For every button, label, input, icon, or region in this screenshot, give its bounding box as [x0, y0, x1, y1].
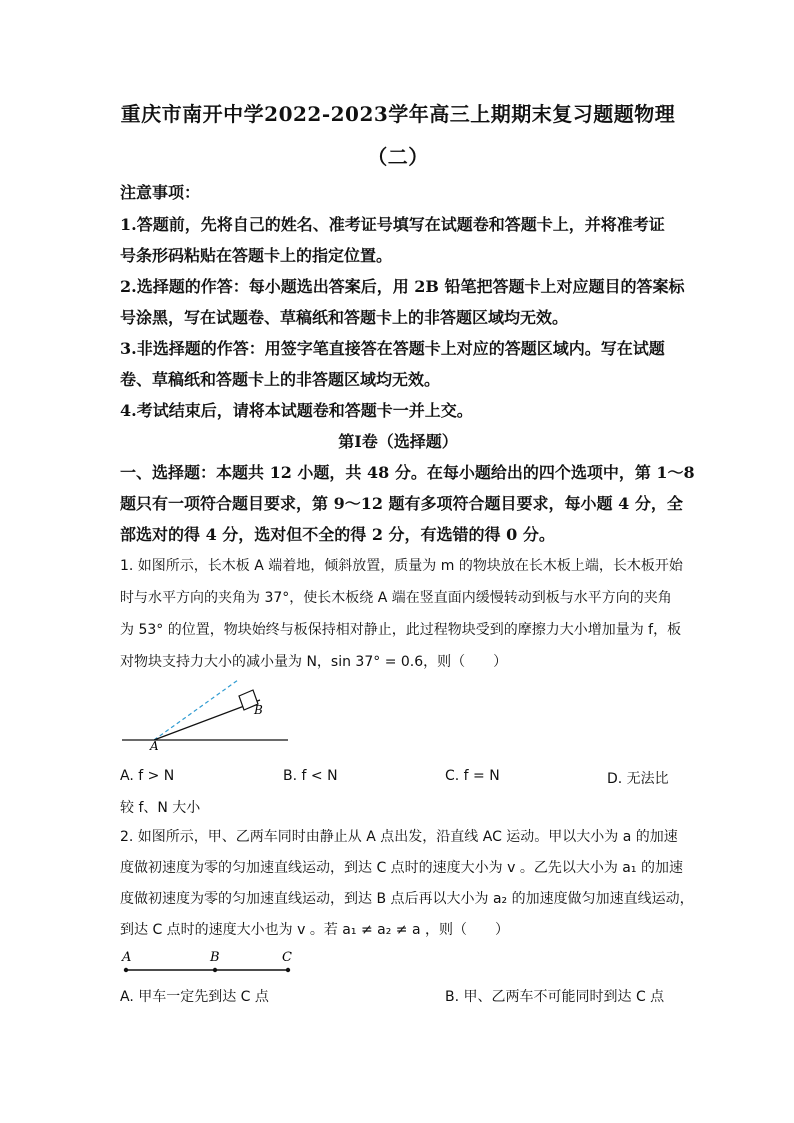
rotated-board-dashed-line: [154, 680, 238, 740]
q2-text-line: 度做初速度为零的匀加速直线运动，到达 C 点时的速度大小为 v 。乙先以大小为 a₁ 的加速: [120, 860, 683, 876]
point-c-dot: [286, 968, 290, 972]
notice-line: 2.选择题的作答：每小题选出答案后，用 2B 铅笔把答题卡上对应题目的答案标: [120, 277, 685, 296]
q2-text-line: 度做初速度为零的匀加速直线运动，到达 B 点后再以大小为 a₂ 的加速度做匀加速直线运动，: [120, 891, 694, 907]
q2-line-figure: [118, 946, 298, 976]
document-subtitle: （二）: [367, 145, 429, 169]
q2-label-c: C: [282, 950, 292, 965]
notice-line: 号条形码粘贴在答题卡上的指定位置。: [120, 246, 393, 265]
q2-option-a[interactable]: A. 甲车一定先到达 C 点: [120, 989, 269, 1005]
section-intro-line: 题只有一项符合题目要求，第 9～12 题有多项符合题目要求，每小题 4 分，全: [120, 494, 683, 513]
notice-line: 1.答题前，先将自己的姓名、准考证号填写在试题卷和答题卡上，并将准考证: [120, 215, 665, 234]
notice-line: 号涂黑，写在试题卷、草稿纸和答题卡上的非答题区域均无效。: [120, 308, 569, 327]
q1-label-b: B: [254, 703, 263, 717]
q1-text-line: 为 53° 的位置，物块始终与板保持相对静止，此过程物块受到的摩擦力大小增加量为 f，板: [120, 622, 682, 638]
q1-label-a: A: [150, 739, 159, 752]
q1-option-d[interactable]: D. 无法比: [607, 771, 669, 787]
q1-text-line: 1. 如图所示，长木板 A 端着地，倾斜放置，质量为 m 的物块放在长木板上端，长木板开始: [120, 558, 683, 574]
point-b-dot: [213, 968, 217, 972]
document-title: 重庆市南开中学2022-2023学年高三上期期末复习题题物理: [120, 102, 676, 126]
q1-option-b[interactable]: B. f < N: [283, 768, 338, 784]
q1-option-a[interactable]: A. f > N: [120, 768, 175, 784]
q2-option-b[interactable]: B. 甲、乙两车不可能同时到达 C 点: [445, 989, 665, 1005]
section-title: 第Ⅰ卷（选择题）: [338, 432, 458, 451]
q1-text-line: 对物块支持力大小的减小量为 N，sin 37° = 0.6，则（ ）: [120, 654, 508, 670]
notice-line: 4.考试结束后，请将本试题卷和答题卡一并上交。: [120, 401, 473, 420]
q1-text-line: 时与水平方向的夹角为 37°，使长木板绕 A 端在竖直面内缓慢转动到板与水平方向的夹角: [120, 590, 672, 606]
q1-option-c[interactable]: C. f = N: [445, 768, 500, 784]
notice-heading: 注意事项：: [120, 183, 201, 202]
q1-option-d-continued: 较 f、N 大小: [120, 800, 201, 816]
q2-label-b: B: [210, 950, 220, 965]
point-a-dot: [124, 968, 128, 972]
q1-incline-figure: [118, 676, 294, 752]
q2-label-a: A: [122, 950, 132, 965]
q2-text-line: 到达 C 点时的速度大小也为 v 。若 a₁ ≠ a₂ ≠ a ，则（ ）: [120, 922, 509, 938]
notice-line: 3.非选择题的作答：用签字笔直接答在答题卡上对应的答题区域内。写在试题: [120, 339, 665, 358]
section-intro-line: 一、选择题：本题共 12 小题，共 48 分。在每小题给出的四个选项中，第 1～8: [120, 463, 695, 482]
notice-line: 卷、草稿纸和答题卡上的非答题区域均无效。: [120, 370, 441, 389]
q2-text-line: 2. 如图所示，甲、乙两车同时由静止从 A 点出发，沿直线 AC 运动。甲以大小为 a 的加速: [120, 829, 678, 845]
section-intro-line: 部选对的得 4 分，选对但不全的得 2 分，有选错的得 0 分。: [120, 525, 555, 544]
